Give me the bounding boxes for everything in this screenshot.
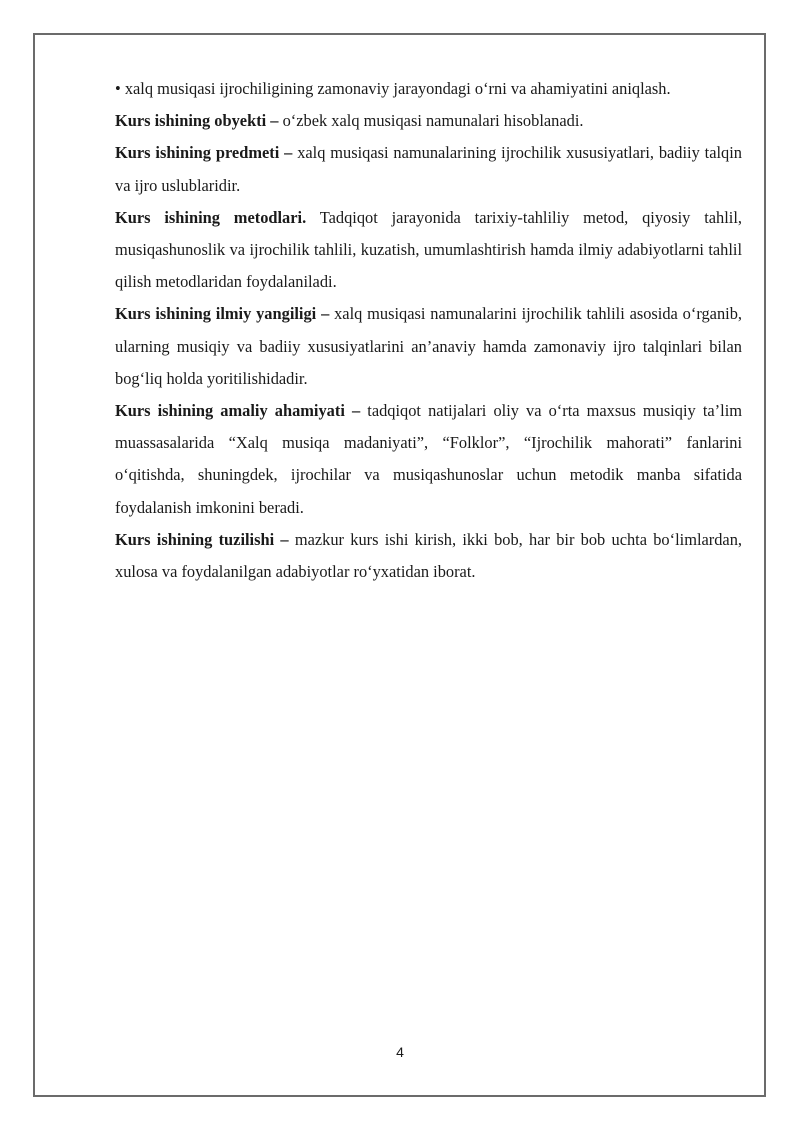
- paragraph-text: xalq musiqasi namunalarining ijrochilik xususiyatlari, badiiy talqin va ijro uslublaridir.: [115, 143, 743, 195]
- paragraph-object: [115, 105, 742, 137]
- paragraph-term: Kurs ishining obyekti –: [115, 111, 279, 131]
- paragraph-novelty: [115, 298, 742, 395]
- paragraph-methods: [115, 202, 742, 299]
- page-number: 4: [396, 1044, 404, 1060]
- paragraph-practical-significance: [115, 395, 742, 524]
- paragraph-term: Kurs ishining metodlari.: [115, 207, 307, 227]
- paragraph-term: Kurs ishining ilmiy yangiligi –: [115, 304, 330, 324]
- paragraph-text: tadqiqot natijalari oliy va o‘rta maxsus musiqiy ta’lim muassasalarida “Xalq musiqa madaniyati”, “Folklor”, “Ijrochilik mahorati” fanlarini o‘qitishda, shuningdek, ijrochilar va musiqashunoslar uchun metodik manba sifatida foydalanish imkonini beradi.: [115, 401, 742, 517]
- paragraph-term: Kurs ishining predmeti –: [115, 143, 293, 163]
- paragraph-structure: [115, 524, 742, 588]
- paragraph-term: Kurs ishining amaliy ahamiyati –: [115, 401, 361, 421]
- paragraph-goal-item: [115, 73, 742, 105]
- paragraph-text: o‘zbek xalq musiqasi namunalari hisoblanadi.: [278, 111, 584, 131]
- paragraph-text: mazkur kurs ishi kirish, ikki bob, har bir bob uchta bo‘limlardan, xulosa va foydalanilgan adabiyotlar ro‘yxatidan iborat.: [115, 529, 742, 582]
- paragraph-subject: [115, 137, 742, 201]
- paragraph-term: Kurs ishining tuzilishi –: [115, 529, 289, 549]
- document-body: [115, 73, 742, 588]
- paragraph-text: xalq musiqasi namunalarini ijrochilik tahlili asosida o‘rganib, ularning musiqiy va badiiy xususiyatlarini an’anaviy hamda zamonaviy ijro talqinlari bilan bog‘liq holda yoritilishidadir.: [115, 304, 742, 388]
- paragraph-text: • xalq musiqasi ijrochiligining zamonaviy jarayondagi o‘rni va ahamiyatini aniqlash.: [115, 79, 671, 98]
- paragraph-text: Tadqiqot jarayonida tarixiy-tahliliy metod, qiyosiy tahlil, musiqashunoslik va ijrochilik tahlili, kuzatish, umumlashtirish hamda ilmiy adabiyotlarni tahlil qilish metodlaridan foydalaniladi.: [115, 207, 742, 292]
